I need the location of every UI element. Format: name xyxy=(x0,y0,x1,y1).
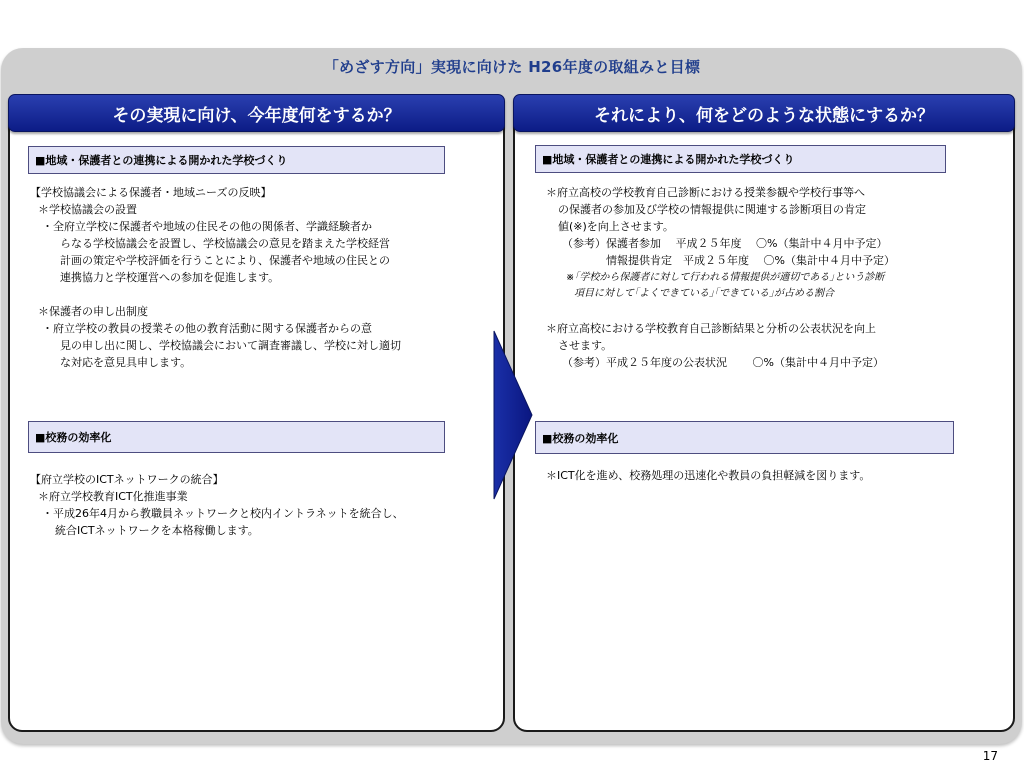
right-section1-header: ■地域・保護者との連携による開かれた学校づくり xyxy=(535,145,946,173)
text-line: ＊府立高校の学校教育自己診断における授業参観や学校行事等へ xyxy=(546,186,865,199)
right-section1-note xyxy=(566,270,884,302)
text-line: （参考）保護者参加 平成２５年度 〇%（集計中４月中予定） xyxy=(562,237,888,250)
left-section1-header: ■地域・保護者との連携による開かれた学校づくり xyxy=(28,146,445,174)
text-line: 統合ICTネットワークを本格稼働します。 xyxy=(55,524,259,537)
text-line: 値(※)を向上させます。 xyxy=(558,220,674,233)
left-section1-text xyxy=(30,184,401,371)
text-line: ＊保護者の申し出制度 xyxy=(38,305,148,318)
text-line xyxy=(30,286,401,303)
left-section2-header: ■校務の効率化 xyxy=(28,421,445,453)
text-line: 【府立学校のICTネットワークの統合】 xyxy=(30,473,224,486)
right-arrow-icon xyxy=(493,330,533,500)
text-line: 情報提供肯定 平成２５年度 〇%（集計中４月中予定） xyxy=(606,254,895,267)
text-line: （参考）平成２５年度の公表状況 〇%（集計中４月中予定） xyxy=(562,356,884,369)
right-section1-text xyxy=(546,184,895,269)
text-line: 計画の策定や学校評価を行うことにより、保護者や地域の住民との xyxy=(60,254,390,267)
left-section2-text xyxy=(30,471,404,539)
text-line: ＊府立学校教育ICT化推進事業 xyxy=(38,490,188,503)
text-line: させます。 xyxy=(558,339,613,352)
left-banner: その実現に向け、今年度何をするか？ xyxy=(8,94,505,132)
note-line: ※｢学校から保護者に対して行われる情報提供が適切である｣という診断 xyxy=(566,272,885,283)
text-line: な対応を意見具申します。 xyxy=(60,356,192,369)
note-line: 項目に対して｢よくできている｣｢できている｣が占める割合 xyxy=(574,288,834,299)
text-line: ・全府立学校に保護者や地域の住民その他の関係者、学識経験者か xyxy=(42,220,372,233)
text-line: ＊学校協議会の設置 xyxy=(38,203,137,216)
text-line: ＊府立高校における学校教育自己診断結果と分析の公表状況を向上 xyxy=(546,322,876,335)
right-section2-text xyxy=(546,467,870,484)
text-line: ＊ICT化を進め、校務処理の迅速化や教員の負担軽減を図ります。 xyxy=(546,469,871,482)
text-line: ・府立学校の教員の授業その他の教育活動に関する保護者からの意 xyxy=(42,322,372,335)
text-line: 連携協力と学校運営への参加を促進します。 xyxy=(60,271,280,284)
text-line: 【学校協議会による保護者・地域ニーズの反映】 xyxy=(30,186,272,199)
slide-title: 「めざす方向」実現に向けた H26年度の取組みと目標 xyxy=(323,58,701,76)
text-line: の保護者の参加及び学校の情報提供に関連する診断項目の肯定 xyxy=(558,203,866,216)
right-banner: それにより、何をどのような状態にするか？ xyxy=(513,94,1015,132)
text-line: らなる学校協議会を設置し、学校協議会の意見を踏まえた学校経営 xyxy=(60,237,390,250)
right-section2-header: ■校務の効率化 xyxy=(535,421,954,454)
text-line: ・平成26年4月から教職員ネットワークと校内イントラネットを統合し、 xyxy=(42,507,404,520)
text-line: 見の申し出に関し、学校協議会において調査審議し、学校に対し適切 xyxy=(60,339,401,352)
page-number: 17 xyxy=(982,749,998,763)
right-section1-text2 xyxy=(546,320,884,371)
